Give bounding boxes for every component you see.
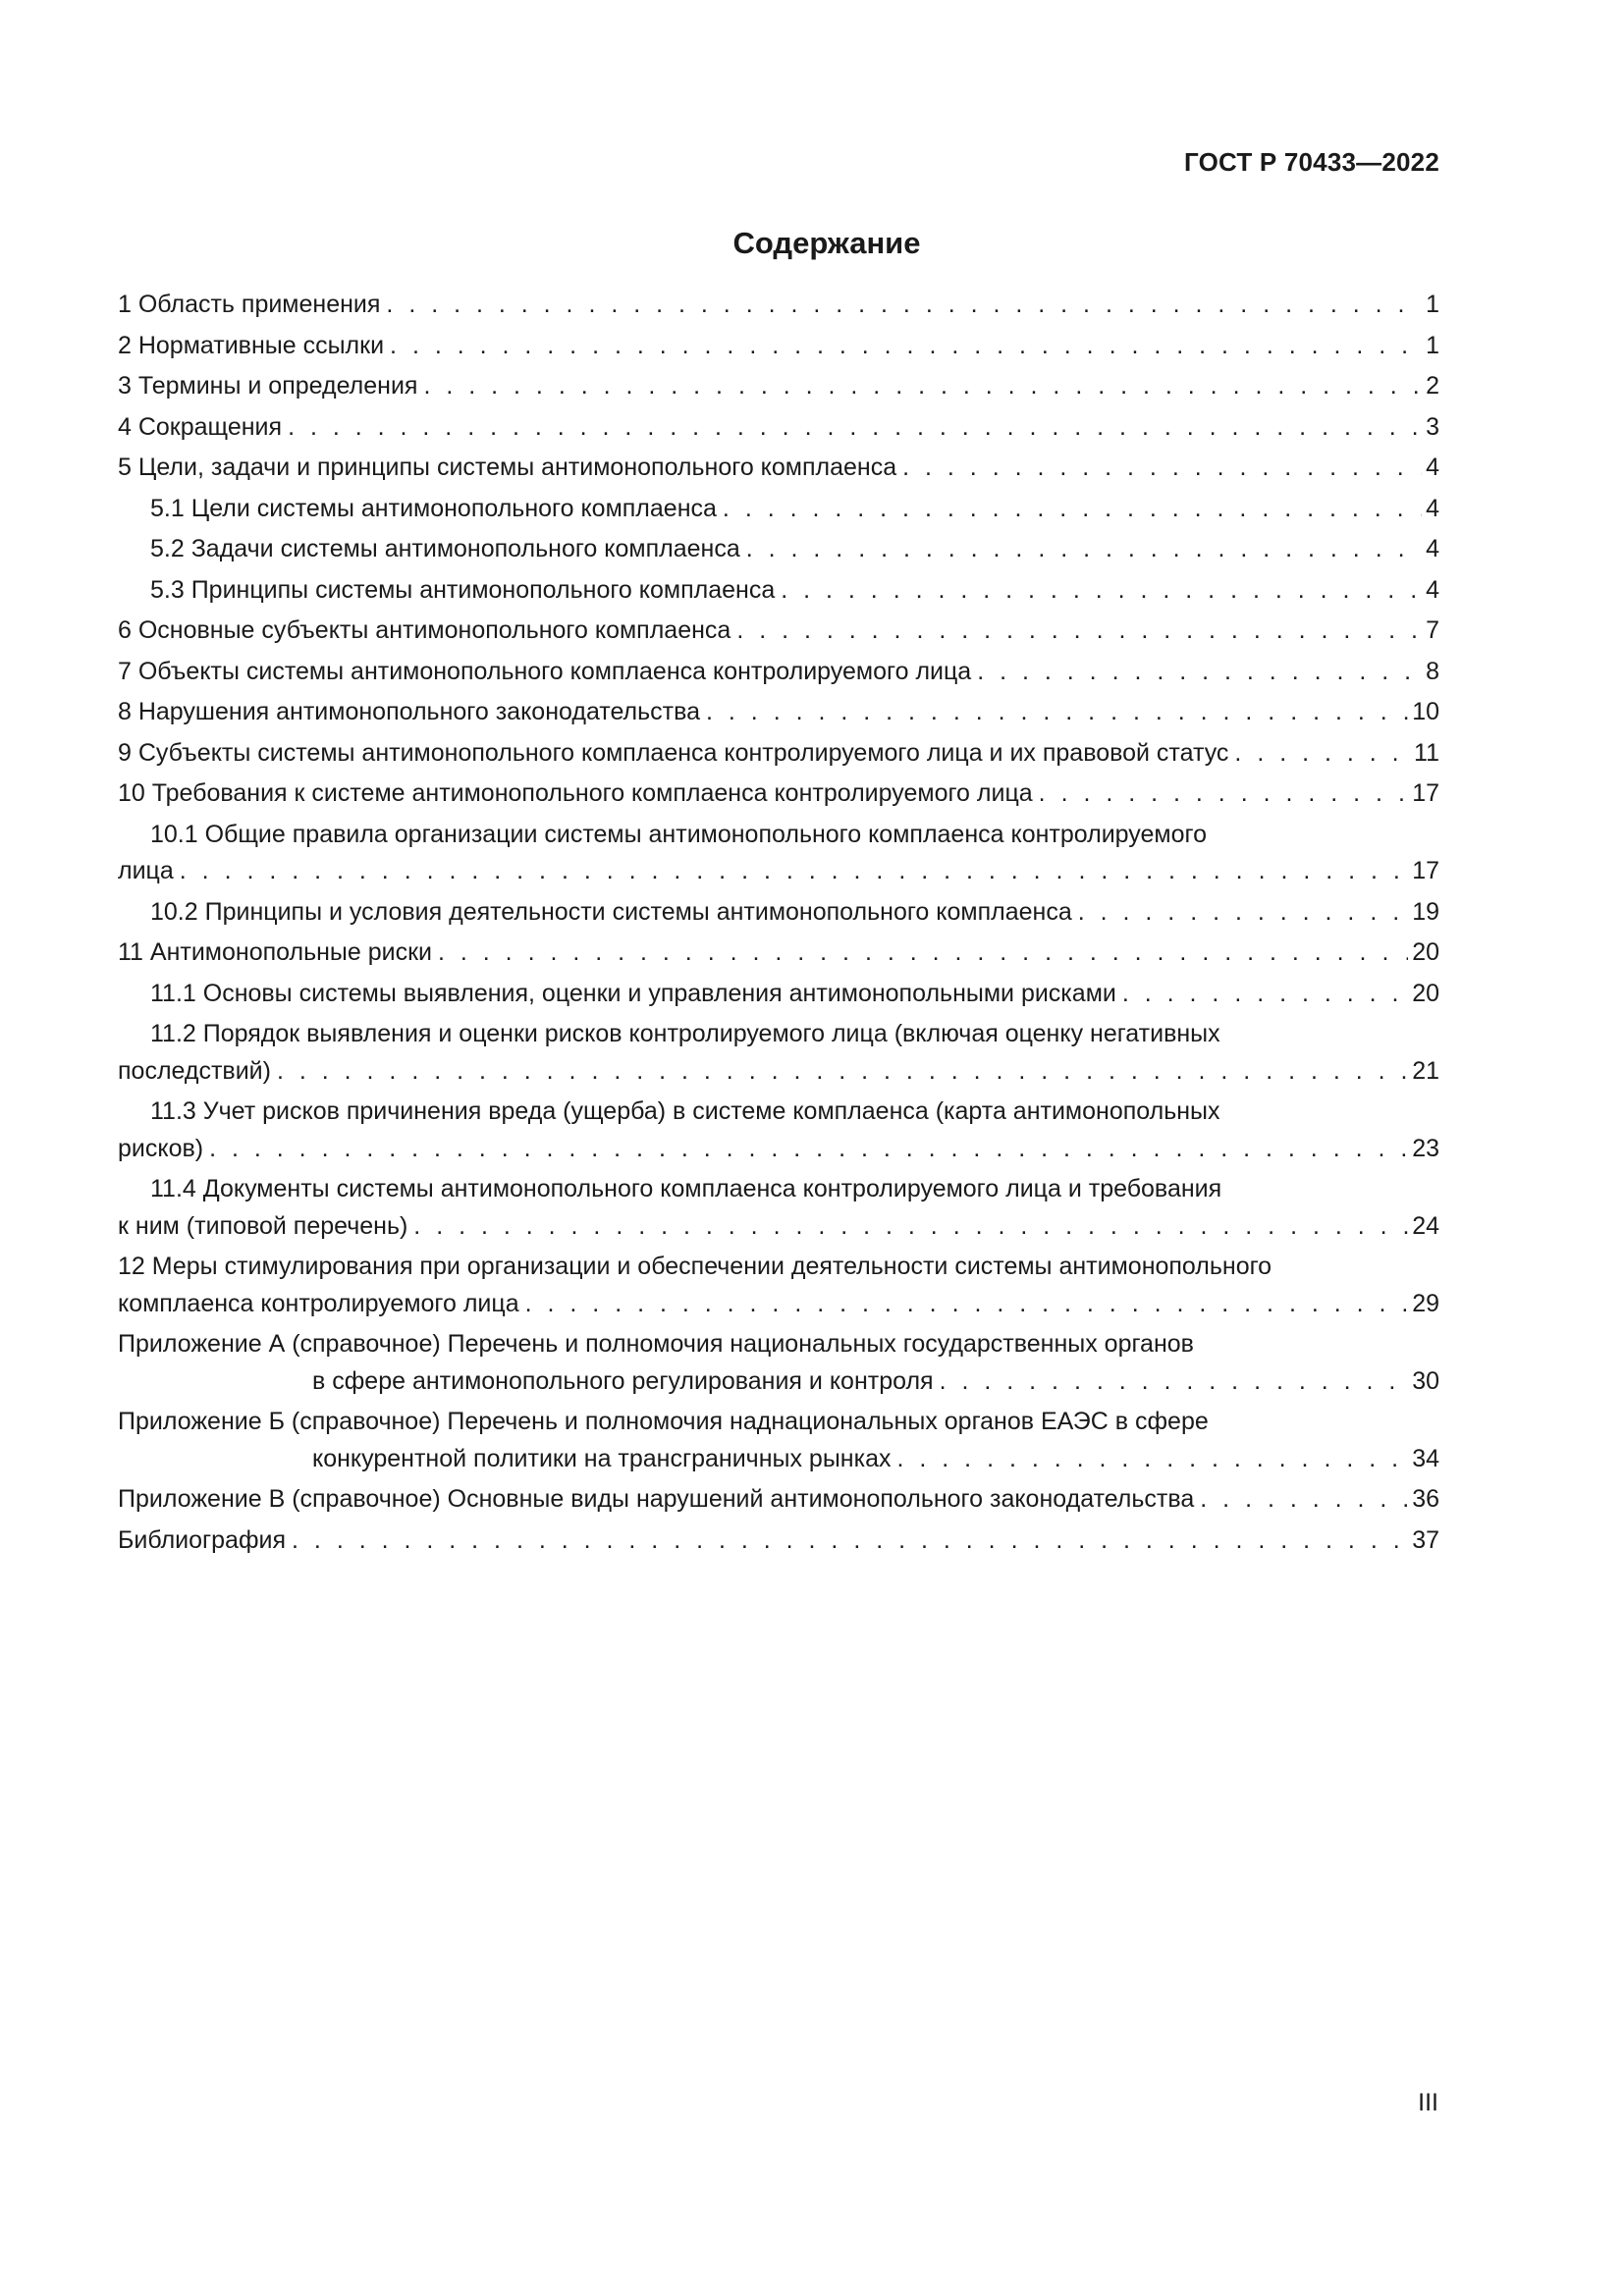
- toc-entry[interactable]: [118, 613, 1439, 650]
- toc-entry-text: последствий): [118, 1056, 271, 1085]
- toc-dot-leader: [781, 572, 1422, 610]
- toc-dot-leader: [746, 531, 1422, 568]
- toc-entry-line: [118, 613, 1439, 650]
- toc-entry-line: [118, 976, 1439, 1013]
- toc-entry[interactable]: [118, 491, 1439, 528]
- toc-entry-text: 11.2 Порядок выявления и оценки рисков контролируемого лица (включая оценку негативных: [150, 1020, 1220, 1047]
- toc-dot-leader: [723, 491, 1422, 528]
- toc-entry[interactable]: [118, 572, 1439, 610]
- toc-dot-leader: [386, 287, 1422, 324]
- toc-dot-leader: [180, 853, 1408, 890]
- toc-entry-text: 4 Сокращения: [118, 412, 283, 441]
- toc-entry-line: [118, 1481, 1439, 1519]
- toc-entry-line: [118, 287, 1439, 324]
- toc-dot-leader: [902, 450, 1422, 487]
- toc-page-number: 8: [1426, 657, 1439, 685]
- toc-entry-line: [118, 531, 1439, 568]
- toc-entry[interactable]: [118, 735, 1439, 773]
- toc-dot-leader: [413, 1208, 1408, 1246]
- toc-page-number: 17: [1412, 857, 1439, 884]
- toc-entry-text: 1 Область применения: [118, 291, 381, 318]
- toc-dot-leader: [438, 934, 1408, 972]
- toc-dot-leader: [736, 613, 1422, 650]
- toc-page-number: 10: [1412, 698, 1439, 725]
- toc-dot-leader: [706, 694, 1408, 731]
- toc-entry-line: [118, 775, 1439, 813]
- toc-dot-leader: [209, 1131, 1408, 1168]
- toc-entry-text: 10.2 Принципы и условия деятельности системы антимонопольного комплаенса: [150, 897, 1072, 926]
- toc-entry-line: [118, 1131, 1439, 1168]
- toc-entry[interactable]: [118, 368, 1439, 405]
- toc-page-number: 24: [1412, 1211, 1439, 1240]
- toc-title: Содержание: [732, 226, 921, 260]
- toc-dot-leader: [897, 1441, 1409, 1478]
- toc-page-number: 29: [1412, 1289, 1439, 1317]
- toc-page-number: 2: [1426, 372, 1439, 400]
- toc-page-number: 20: [1412, 938, 1439, 966]
- toc-entry-text: 5 Цели, задачи и принципы системы антимонопольного комплаенса: [118, 454, 897, 481]
- toc-dot-leader: [1122, 976, 1408, 1013]
- toc-dot-leader: [390, 328, 1422, 365]
- toc-entry-text: Приложение А (справочное) Перечень и полномочия национальных государственных органов: [118, 1330, 1194, 1358]
- toc-entry-text: 6 Основные субъекты антимонопольного комплаенса: [118, 616, 731, 644]
- toc-entry-text: 11.3 Учет рисков причинения вреда (ущерба) в системе комплаенса (карта антимонопольных: [150, 1097, 1220, 1125]
- table-of-contents: [118, 287, 1439, 1563]
- toc-entry[interactable]: [118, 531, 1439, 568]
- toc-entry[interactable]: [118, 409, 1439, 447]
- toc-entry[interactable]: [118, 450, 1439, 487]
- document-code: ГОСТ Р 70433—2022: [1184, 147, 1439, 177]
- toc-page-number: 3: [1426, 412, 1439, 441]
- toc-entry-line: [118, 1441, 1439, 1478]
- toc-entry[interactable]: [118, 894, 1439, 932]
- toc-page-number: 17: [1412, 779, 1439, 807]
- toc-page-number: 19: [1412, 897, 1439, 926]
- toc-entry-line: [118, 817, 1439, 854]
- toc-entry-line: [118, 1326, 1439, 1363]
- toc-entry-text: конкурентной политики на трансграничных рынках: [312, 1444, 892, 1472]
- toc-entry-text: рисков): [118, 1134, 204, 1162]
- toc-page-number: 21: [1412, 1056, 1439, 1085]
- toc-entry-text: 11.4 Документы системы антимонопольного комплаенса контролируемого лица и требования: [150, 1175, 1222, 1202]
- toc-entry-text: 3 Термины и определения: [118, 372, 418, 400]
- toc-dot-leader: [1200, 1481, 1408, 1519]
- toc-entry-line: [118, 409, 1439, 447]
- toc-entry-text: 2 Нормативные ссылки: [118, 331, 385, 359]
- toc-entry[interactable]: [118, 1171, 1439, 1245]
- toc-entry[interactable]: [118, 1481, 1439, 1519]
- toc-dot-leader: [288, 409, 1422, 447]
- toc-entry[interactable]: [118, 934, 1439, 972]
- toc-entry-line: [118, 491, 1439, 528]
- toc-page-number: 11: [1414, 738, 1439, 767]
- page-number: III: [1418, 2089, 1438, 2116]
- toc-entry-line: [118, 1053, 1439, 1091]
- toc-entry-line: [118, 1208, 1439, 1246]
- toc-entry-line: [118, 1286, 1439, 1323]
- toc-entry-text: лица: [118, 857, 174, 884]
- toc-entry-text: 5.3 Принципы системы антимонопольного комплаенса: [150, 575, 776, 604]
- toc-entry-text: 8 Нарушения антимонопольного законодательства: [118, 698, 701, 725]
- toc-dot-leader: [525, 1286, 1409, 1323]
- toc-entry-text: 12 Меры стимулирования при организации и обеспечении деятельности системы антимонопольного: [118, 1253, 1272, 1280]
- toc-page-number: 23: [1412, 1134, 1439, 1162]
- toc-entry-text: 11.1 Основы системы выявления, оценки и управления антимонопольными рисками: [150, 979, 1116, 1007]
- toc-entry-text: Библиография: [118, 1525, 287, 1554]
- toc-entry-line: [118, 1249, 1439, 1286]
- toc-entry-text: 11 Антимонопольные риски: [118, 938, 432, 966]
- toc-dot-leader: [940, 1363, 1409, 1401]
- toc-entry-line: [118, 694, 1439, 731]
- toc-entry-line: [118, 1016, 1439, 1053]
- toc-page-number: 4: [1426, 494, 1439, 522]
- toc-entry-line: [118, 654, 1439, 691]
- toc-dot-leader: [1078, 894, 1408, 932]
- toc-entry[interactable]: [118, 654, 1439, 691]
- toc-page-number: 1: [1426, 291, 1439, 318]
- toc-entry-text: 7 Объекты системы антимонопольного комплаенса контролируемого лица: [118, 657, 972, 685]
- toc-page-number: 36: [1412, 1485, 1439, 1513]
- toc-dot-leader: [277, 1053, 1408, 1091]
- toc-entry-line: [118, 735, 1439, 773]
- toc-entry[interactable]: [118, 817, 1439, 890]
- toc-page-number: 34: [1412, 1444, 1439, 1472]
- toc-entry[interactable]: [118, 694, 1439, 731]
- toc-page-number: 4: [1426, 454, 1439, 481]
- toc-entry-line: [118, 1363, 1439, 1401]
- toc-page-number: 1: [1426, 331, 1439, 359]
- toc-entry[interactable]: [118, 1249, 1439, 1322]
- toc-entry-line: [118, 1094, 1439, 1131]
- toc-page-number: 4: [1426, 535, 1439, 562]
- toc-dot-leader: [1234, 735, 1410, 773]
- toc-dot-leader: [977, 654, 1422, 691]
- toc-entry-text: 5.2 Задачи системы антимонопольного комплаенса: [150, 535, 740, 562]
- toc-page-number: 7: [1426, 616, 1439, 644]
- toc-entry-text: Приложение Б (справочное) Перечень и полномочия наднациональных органов ЕАЭС в сфере: [118, 1408, 1209, 1435]
- toc-entry-line: [118, 368, 1439, 405]
- toc-entry[interactable]: [118, 775, 1439, 813]
- toc-entry-line: [118, 450, 1439, 487]
- toc-entry[interactable]: [118, 1094, 1439, 1167]
- toc-page-number: 4: [1426, 575, 1439, 604]
- toc-entry-line: [118, 894, 1439, 932]
- toc-entry[interactable]: [118, 1404, 1439, 1477]
- toc-entry[interactable]: [118, 1326, 1439, 1400]
- toc-page-number: 20: [1412, 979, 1439, 1007]
- toc-entry-text: 5.1 Цели системы антимонопольного комплаенса: [150, 494, 717, 522]
- toc-entry-line: [118, 1404, 1439, 1441]
- toc-entry-line: [118, 853, 1439, 890]
- toc-entry-line: [118, 572, 1439, 610]
- toc-entry-text: к ним (типовой перечень): [118, 1211, 408, 1240]
- toc-dot-leader: [423, 368, 1422, 405]
- toc-entry[interactable]: [118, 328, 1439, 365]
- toc-entry-text: комплаенса контролируемого лица: [118, 1289, 519, 1317]
- toc-entry-text: 10 Требования к системе антимонопольного комплаенса контролируемого лица: [118, 779, 1033, 807]
- toc-entry-line: [118, 934, 1439, 972]
- toc-entry-line: [118, 328, 1439, 365]
- toc-dot-leader: [292, 1522, 1408, 1560]
- toc-entry-text: 9 Субъекты системы антимонопольного комплаенса контролируемого лица и их правовой статус: [118, 738, 1229, 767]
- toc-entry-line: [118, 1522, 1439, 1560]
- toc-entry-text: Приложение В (справочное) Основные виды нарушений антимонопольного законодательства: [118, 1485, 1195, 1513]
- toc-entry-line: [118, 1171, 1439, 1208]
- toc-entry[interactable]: [118, 287, 1439, 324]
- toc-page-number: 30: [1412, 1366, 1439, 1395]
- toc-entry-text: 10.1 Общие правила организации системы антимонопольного комплаенса контролируемого: [150, 820, 1207, 848]
- toc-entry[interactable]: [118, 976, 1439, 1013]
- toc-entry-text: в сфере антимонопольного регулирования и контроля: [312, 1366, 934, 1395]
- toc-entry[interactable]: [118, 1016, 1439, 1090]
- toc-dot-leader: [1039, 775, 1409, 813]
- toc-page-number: 37: [1412, 1525, 1439, 1554]
- toc-entry[interactable]: [118, 1522, 1439, 1560]
